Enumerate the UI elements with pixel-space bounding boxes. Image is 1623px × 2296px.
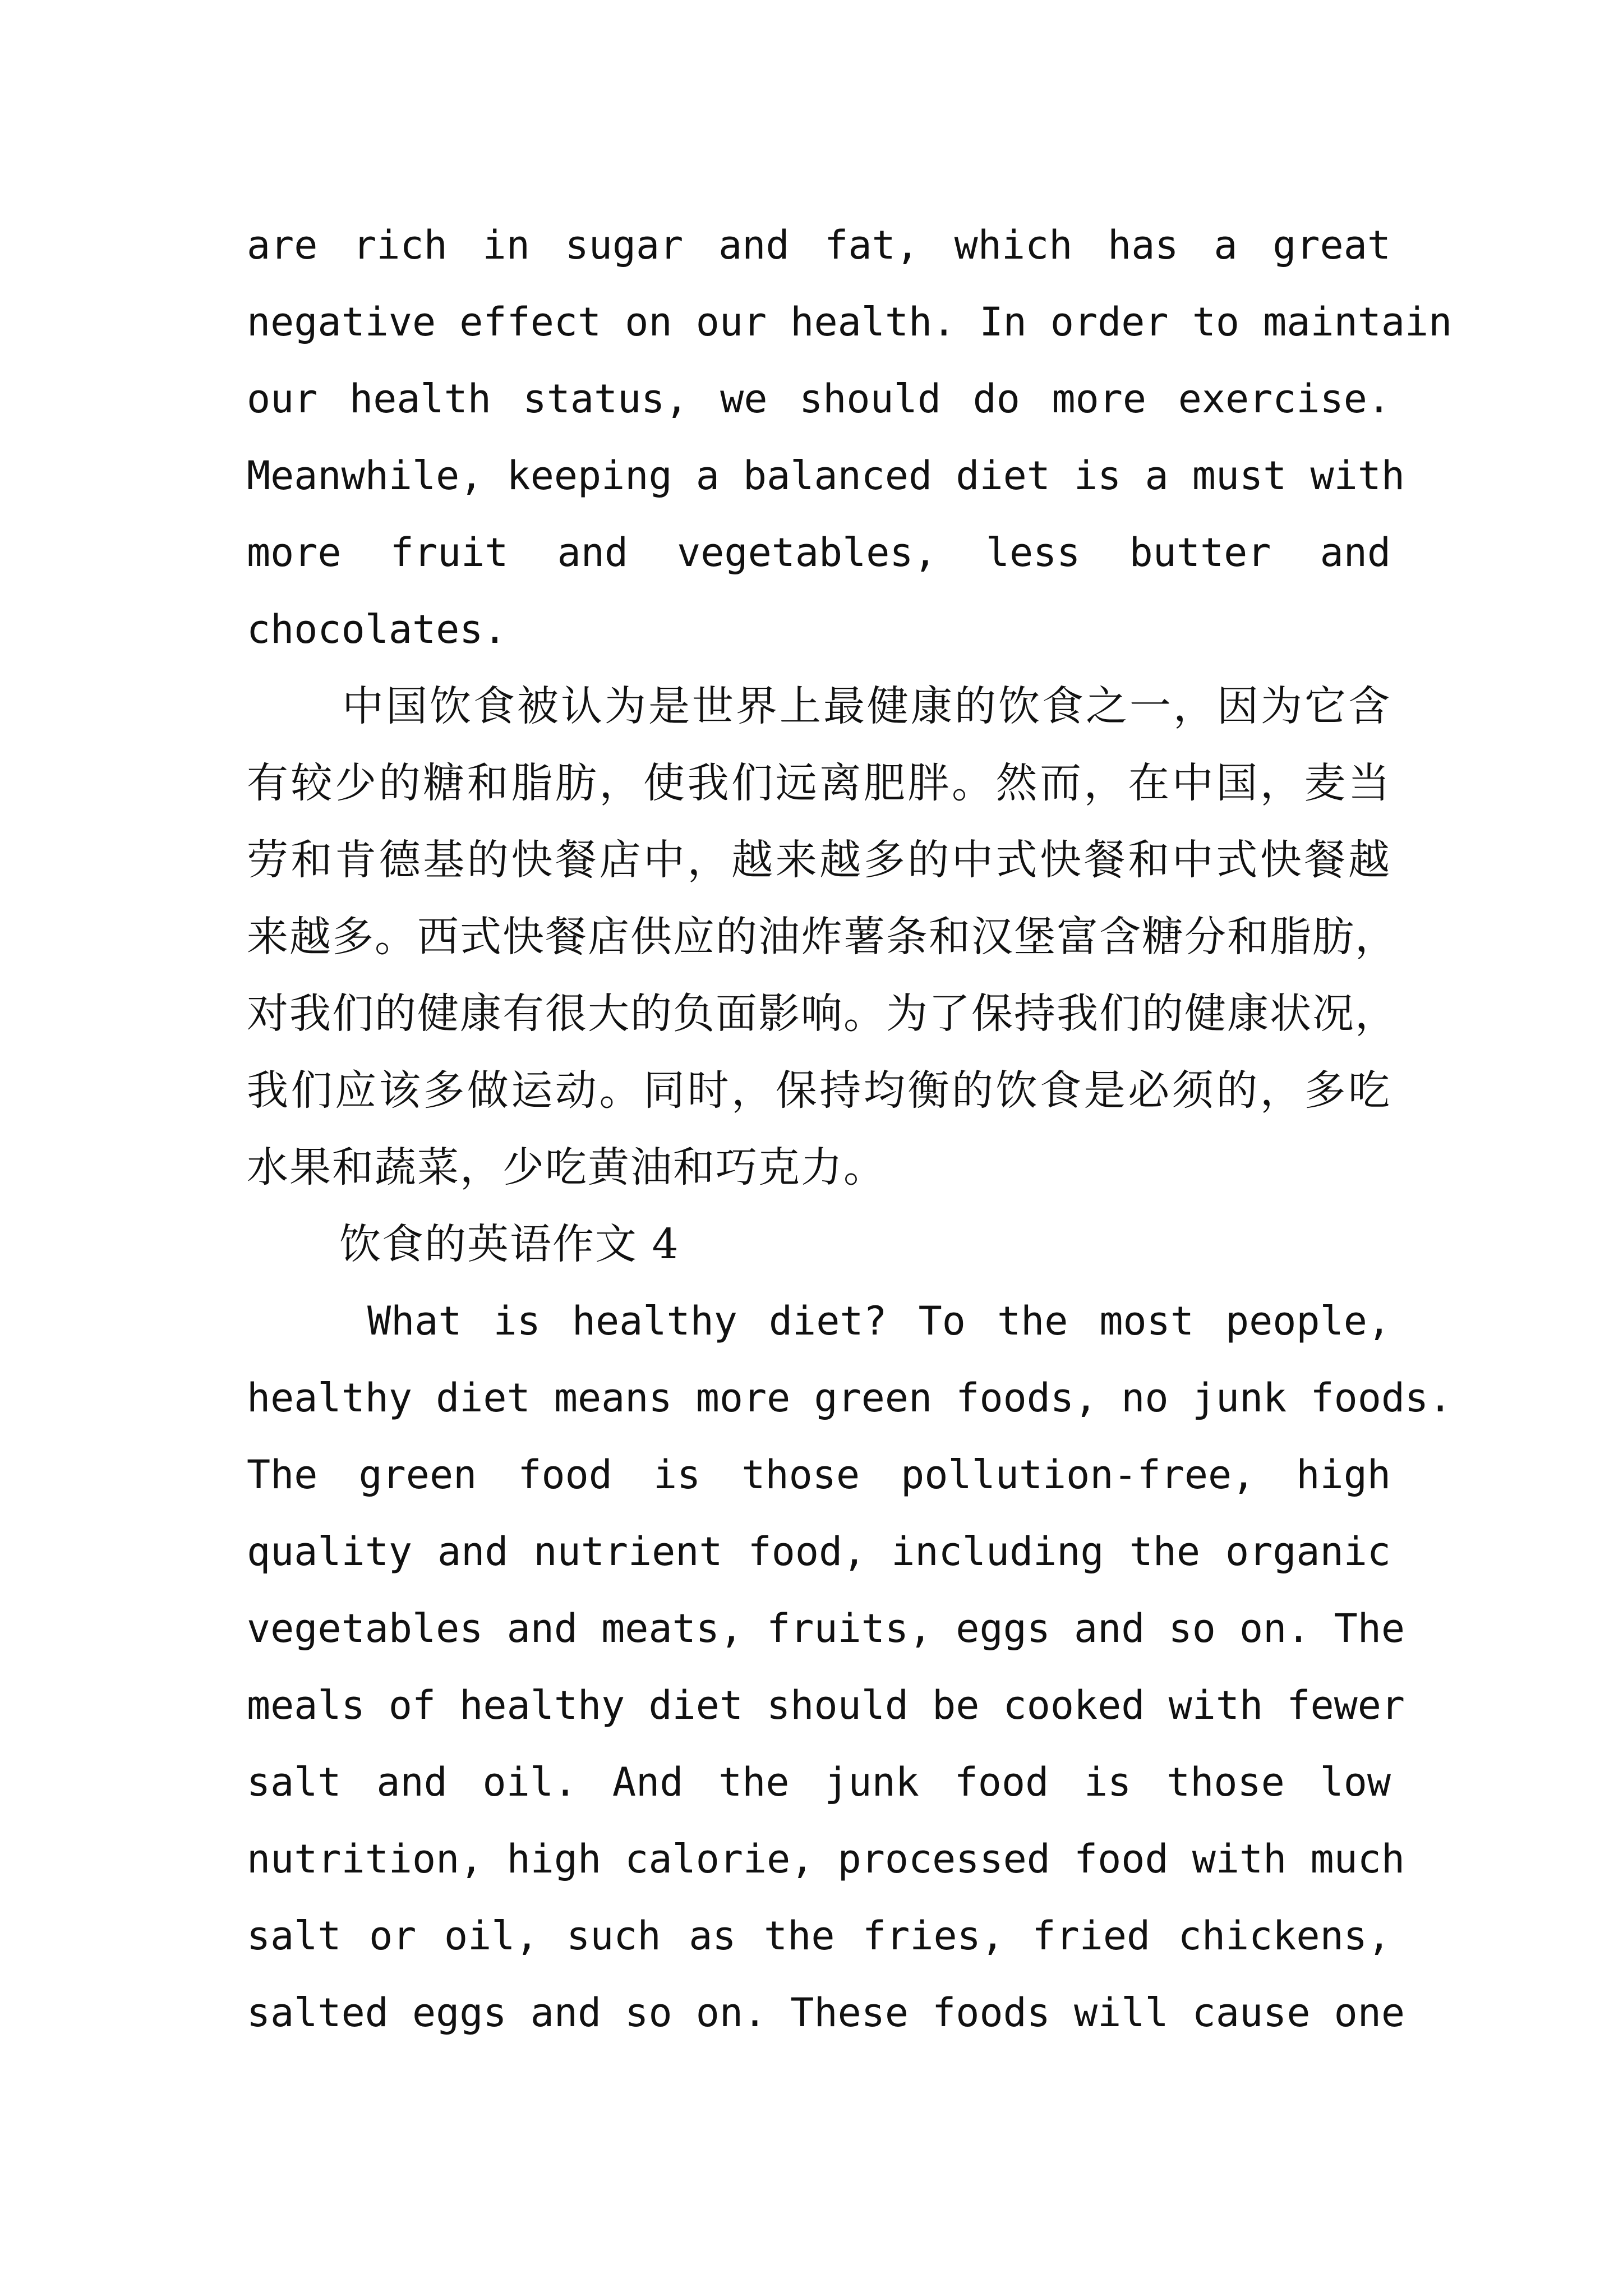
- en2-para-line-9: salt or oil, such as the fries, fried chickens,: [247, 1913, 1391, 1959]
- en2-para-line-4: quality and nutrient food, including the organic: [247, 1529, 1391, 1575]
- en-para-line-5: more fruit and vegetables, less butter and: [247, 530, 1391, 576]
- zh-para-line-6: 我们应该多做运动。同时，保持均衡的饮食是必须的，多吃: [247, 1066, 1391, 1115]
- en2-para-line-7: salt and oil. And the junk food is those low: [247, 1759, 1391, 1805]
- zh-para-line-5: 对我们的健康有很大的负面影响。为了保持我们的健康状况，: [247, 990, 1398, 1038]
- zh-para-line-1: 中国饮食被认为是世界上最健康的饮食之一，因为它含: [342, 682, 1391, 730]
- zh-para-line-7: 水果和蔬菜，少吃黄油和巧克力。: [247, 1143, 886, 1191]
- en2-para-line-8: nutrition, high calorie, processed food with much: [247, 1836, 1405, 1882]
- en2-para-line-6: meals of healthy diet should be cooked with fewer: [247, 1682, 1405, 1728]
- en-para-line-3: our health status, we should do more exercise.: [247, 376, 1391, 422]
- zh-para-line-2: 有较少的糖和脂肪，使我们远离肥胖。然而，在中国，麦当: [247, 759, 1391, 807]
- zh-para-line-3: 劳和肯德基的快餐店中，越来越多的中式快餐和中式快餐越: [247, 836, 1391, 884]
- section-heading: 饮食的英语作文 4: [339, 1220, 680, 1268]
- en2-para-line-3: The green food is those pollution-free, high: [247, 1452, 1391, 1498]
- zh-para-line-4: 来越多。西式快餐店供应的油炸薯条和汉堡富含糖分和脂肪，: [247, 913, 1398, 961]
- en-para-line-6: chocolates.: [247, 606, 507, 652]
- en2-para-line-2: healthy diet means more green foods, no junk foods.: [247, 1375, 1453, 1421]
- en2-para-line-10: salted eggs and so on. These foods will cause one: [247, 1990, 1405, 2036]
- en-para-line-2: negative effect on our health. In order to maintain: [247, 299, 1453, 345]
- en2-para-line-5: vegetables and meats, fruits, eggs and so on. The: [247, 1605, 1405, 1651]
- en-para-line-1: are rich in sugar and fat, which has a great: [247, 222, 1391, 268]
- en2-para-line-1: What is healthy diet? To the most people,: [367, 1298, 1391, 1344]
- en-para-line-4: Meanwhile, keeping a balanced diet is a must with: [247, 453, 1405, 499]
